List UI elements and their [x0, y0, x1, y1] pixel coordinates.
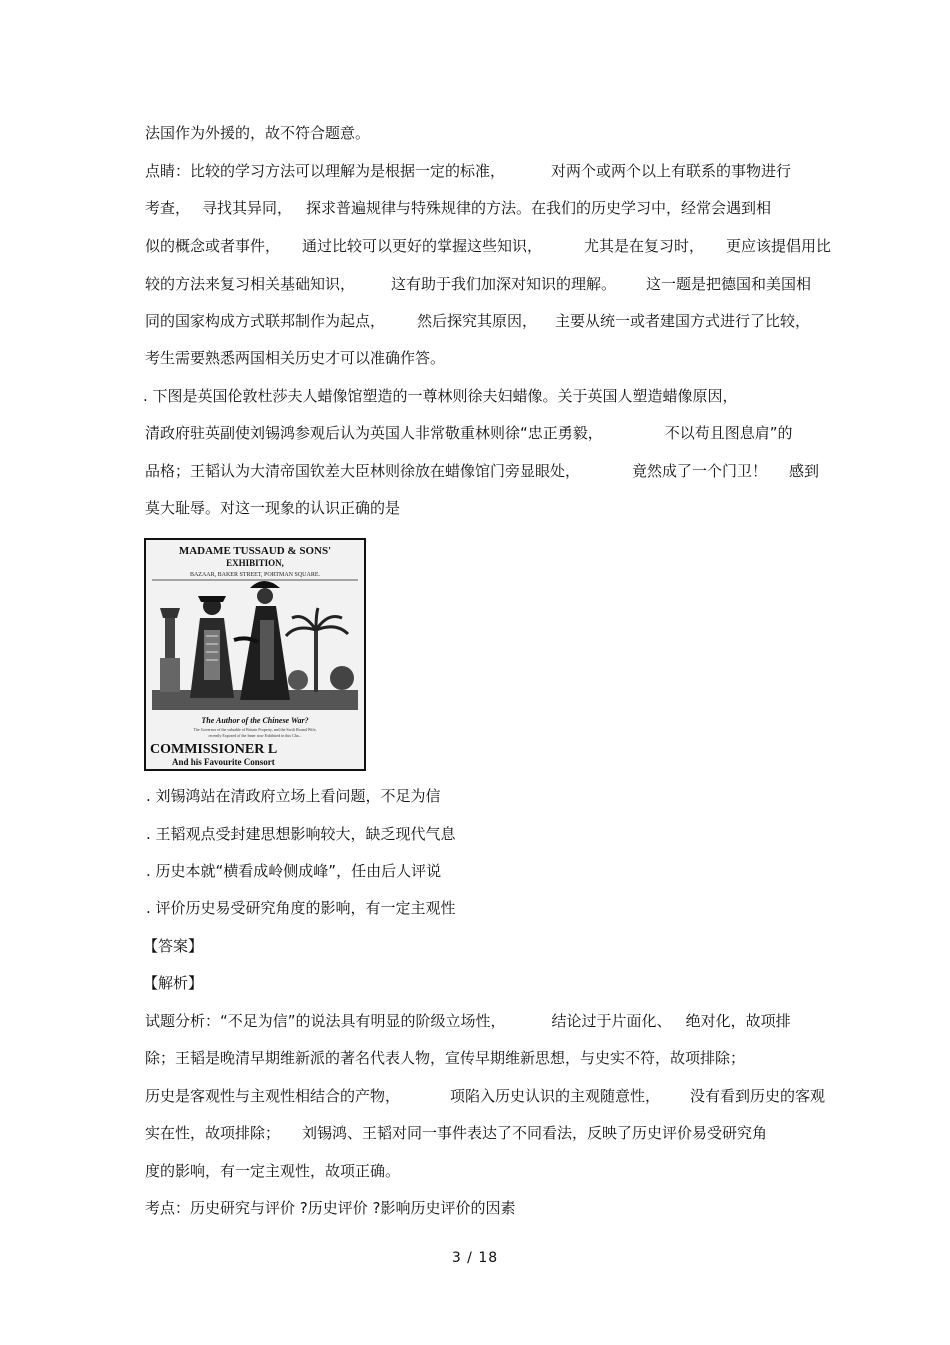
- text: 似的概念或者事件，: [145, 237, 281, 255]
- text-line: [145, 123, 370, 143]
- poster-caption-small-1: The Governor of the valuable of Britain Property, and the Swift Round Wife,: [193, 727, 317, 732]
- text-line: [145, 1011, 791, 1031]
- text-line: [145, 1161, 400, 1181]
- text: 探求普遍规律与特殊规律的方法。在我们的历史学习中，经常会遇到相: [306, 199, 772, 217]
- text: 较的方法来复习相关基础知识，: [145, 275, 356, 293]
- option-c: [146, 861, 441, 881]
- text: 考点：历史研究与评价 ?历史评价 ?影响历史评价的因素: [145, 1199, 516, 1217]
- text-line: [145, 198, 771, 218]
- wax-figure-poster-image: [144, 538, 366, 771]
- text: 同的国家构成方式联邦制作为起点，: [145, 312, 386, 330]
- text: 【解析】: [143, 974, 204, 992]
- text: 法国作为外援的，故不符合题意。: [145, 124, 371, 142]
- text: 除；王韬是晚清早期维新派的著名代表人物，宣传早期维新思想，与史实不符，故项排除；: [145, 1049, 746, 1067]
- poster-caption-small-2: recently Exposed of the Inner now Exhibited in this Cha...: [208, 733, 302, 738]
- text: 然后探究其原因，: [417, 312, 538, 330]
- text-line: [145, 274, 811, 294]
- poster-caption-3: And his Favourite Consort: [172, 757, 275, 767]
- text: 【答案】: [143, 937, 204, 955]
- text: 对两个或两个以上有联系的事物进行: [551, 162, 792, 180]
- text: 通过比较可以更好的掌握这些知识，: [302, 237, 543, 255]
- option-b: [146, 824, 456, 844]
- text: 主要从统一或者建国方式进行了比较，: [555, 312, 811, 330]
- text: 点睛：比较的学习方法可以理解为是根据一定的标准，: [145, 162, 506, 180]
- text: 莫大耻辱。对这一现象的认识正确的是: [145, 499, 401, 517]
- text: 不以苟且图息肩”的: [664, 424, 793, 442]
- option-text: . 刘锡鸿站在清政府立场上看问题，不足为信: [146, 787, 441, 805]
- text: 竟然成了一个门卫！: [632, 462, 768, 480]
- text: 试题分析：“不足为信”的说法具有明显的阶级立场性，: [145, 1012, 506, 1030]
- text-line: [145, 1123, 767, 1143]
- text-line: [145, 461, 819, 481]
- text-line: [145, 1048, 745, 1068]
- text: 尤其是在复习时，: [584, 237, 705, 255]
- answer-label: [143, 936, 203, 956]
- analysis-label: [143, 973, 203, 993]
- text-line: [145, 423, 793, 443]
- text: 这有助于我们加深对知识的理解。: [391, 275, 617, 293]
- text: 刘锡鸿、王韬对同一事件表达了不同看法，反映了历史评价易受研究角: [302, 1124, 768, 1142]
- text: 绝对化，故项排: [685, 1012, 791, 1030]
- option-text: . 评价历史易受研究角度的影响，有一定主观性: [146, 899, 456, 917]
- option-d: [146, 898, 456, 918]
- text: 项陷入历史认识的主观随意性，: [450, 1087, 661, 1105]
- text: 更应该提倡用比: [726, 237, 832, 255]
- text-line: [145, 161, 791, 181]
- text: . 下图是英国伦敦杜莎夫人蜡像馆塑造的一尊林则徐夫妇蜡像。关于英国人塑造蜡像原因，: [143, 387, 738, 405]
- poster-header-1: MADAME TUSSAUD & SONS': [178, 545, 332, 557]
- text: 结论过于片面化、: [551, 1012, 672, 1030]
- poster-header-3: BAZAAR, BAKER STREET, PORTMAN SQUARE.: [189, 572, 321, 578]
- option-text: . 历史本就“横看成岭侧成峰”，任由后人评说: [146, 862, 442, 880]
- text: 清政府驻英副使刘锡鸿参观后认为英国人非常敬重林则徐“忠正勇毅，: [145, 424, 603, 442]
- text: 这一题是把德国和美国相: [646, 275, 812, 293]
- text: 历史是客观性与主观性相结合的产物，: [145, 1087, 401, 1105]
- text: 寻找其异同，: [202, 199, 293, 217]
- text-line: [145, 311, 810, 331]
- question-stem: [143, 386, 738, 406]
- option-text: . 王韬观点受封建思想影响较大，缺乏现代气息: [146, 825, 456, 843]
- poster-header-2: EXHIBITION,: [226, 558, 284, 568]
- text: 实在性，故项排除；: [145, 1124, 281, 1142]
- option-a: [146, 786, 441, 806]
- text: 度的影响，有一定主观性，故项正确。: [145, 1162, 401, 1180]
- text-line: [145, 1086, 825, 1106]
- page-number: 3 / 18: [451, 1250, 499, 1266]
- text: 品格；王韬认为大清帝国钦差大臣林则徐放在蜡像馆门旁显眼处，: [145, 462, 581, 480]
- text: 考生需要熟悉两国相关历史才可以准确作答。: [145, 349, 446, 367]
- text: 感到: [789, 462, 820, 480]
- text-line: [145, 1198, 515, 1218]
- poster-caption-2: COMMISSIONER L: [150, 742, 278, 757]
- poster-caption-1: The Author of the Chinese War?: [201, 716, 309, 725]
- text-line: [145, 348, 445, 368]
- text-line: [145, 236, 831, 256]
- text: 考查，: [145, 199, 191, 217]
- text: 没有看到历史的客观: [690, 1087, 826, 1105]
- text-line: [145, 498, 400, 518]
